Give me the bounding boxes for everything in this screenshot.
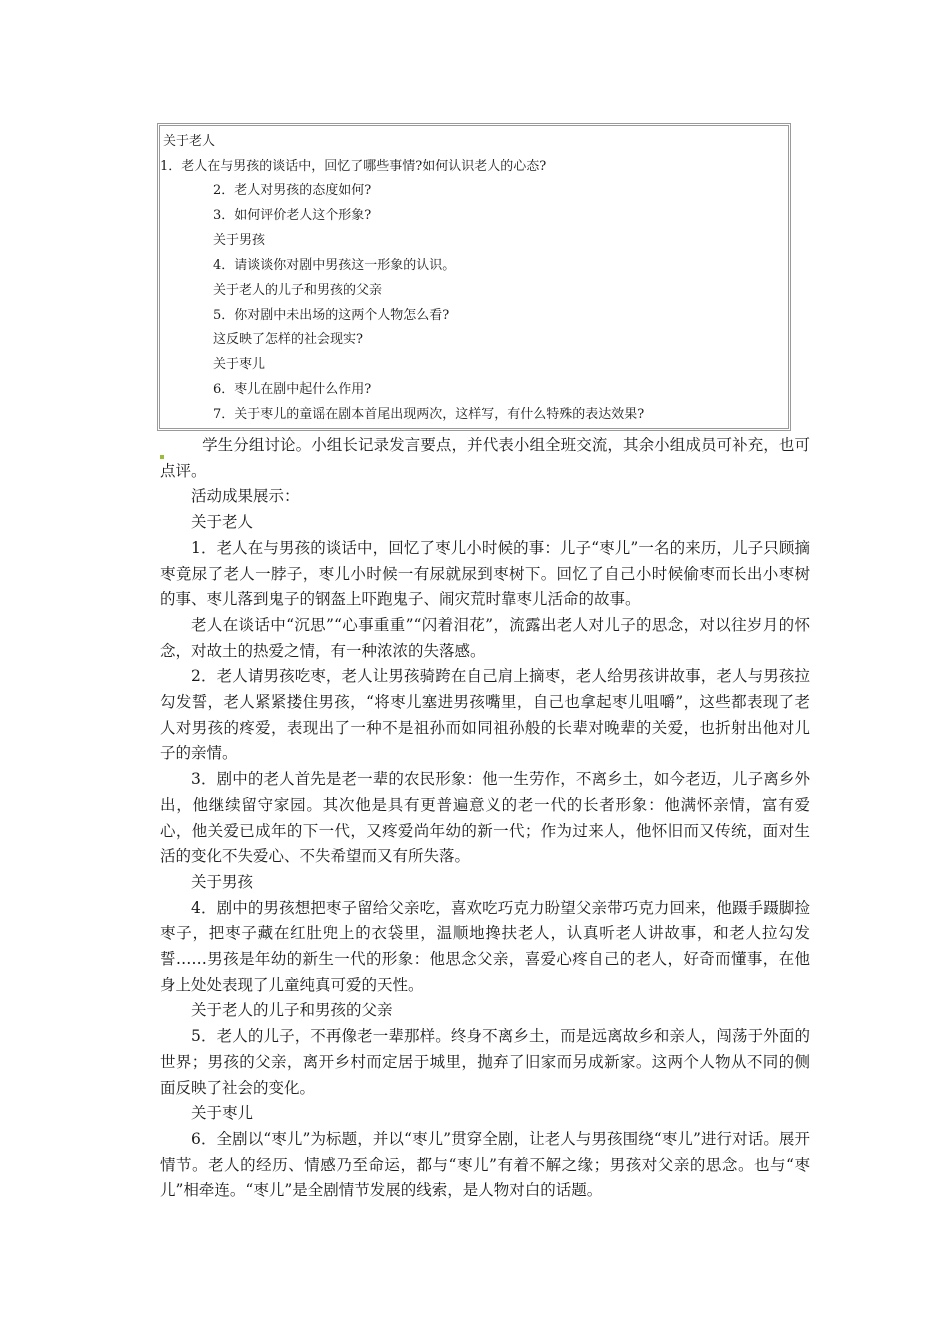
group-discussion-paragraph: 学生分组讨论。小组长记录发言要点，并代表小组全班交流，其余小组成员可补充，也可点评。 xyxy=(160,436,810,480)
section-heading-old-man: 关于老人 xyxy=(191,513,254,532)
question-1: 1．老人在与男孩的谈话中，回忆了哪些事情?如何认识老人的心态? xyxy=(160,159,547,174)
question-heading-son-and-father: 关于老人的儿子和男孩的父亲 xyxy=(213,283,383,298)
question-5-continued: 这反映了怎样的社会现实? xyxy=(213,332,363,347)
answer-1: 1．老人在与男孩的谈话中，回忆了枣儿小时候的事：儿子“枣儿”一名的来历，儿子只顾摘枣竟尿了老人一脖子，枣儿小时候一有尿就尿到枣树下。回忆了自己小时候偷枣而长出小枣树的事、枣儿落到鬼子的钢盔上吓跑鬼子、闹灾荒时靠枣儿活命的故事。 xyxy=(160,538,810,609)
section-heading-zaoer: 关于枣儿 xyxy=(191,1104,254,1123)
answer-1-feelings: 老人在谈话中“沉思”“心事重重”“闪着泪花”，流露出老人对儿子的思念，对以往岁月的怀念，对故土的热爱之情，有一种浓浓的失落感。 xyxy=(160,615,810,660)
answer-5: 5．老人的儿子，不再像老一辈那样。终身不离乡土，而是远离故乡和亲人，闯荡于外面的世界；男孩的父亲，离开乡村而定居于城里，抛弃了旧家而另成新家。这两个人物从不同的侧面反映了社会的变化。 xyxy=(160,1027,810,1097)
answer-4: 4．剧中的男孩想把枣子留给父亲吃，喜欢吃巧克力盼望父亲带巧克力回来，他蹑手蹑脚捡枣子，把枣子藏在红肚兜上的衣袋里，温顺地搀扶老人，认真听老人讲故事，和老人拉勾发誓……男孩是年幼的新生一代的形象：他思念父亲，喜爱心疼自己的老人，好奇而懂事，在他身上处处表现了儿童纯真可爱的天性。 xyxy=(160,898,810,994)
question-7: 7．关于枣儿的童谣在剧本首尾出现两次，这样写，有什么特殊的表达效果? xyxy=(213,407,645,422)
discussion-questions-box xyxy=(157,123,791,431)
answer-6: 6．全剧以“枣儿”为标题，并以“枣儿”贯穿全剧，让老人与男孩围绕“枣儿”进行对话。展开情节。老人的经历、情感乃至命运，都与“枣儿”有着不解之缘；男孩对父亲的思念。也与“枣儿”相牵连。“枣儿”是全剧情节发展的线索，是人物对白的话题。 xyxy=(160,1129,810,1200)
question-heading-zaoer: 关于枣儿 xyxy=(213,357,266,372)
answer-3: 3．剧中的老人首先是老一辈的农民形象：他一生劳作，不离乡土，如今老迈，儿子离乡外出，他继续留守家园。其次他是具有更普遍意义的老一代的长者形象：他满怀亲情，富有爱心，他关爱已成年的下一代，又疼爱尚年幼的新一代；作为过来人，他怀旧而又传统，面对生活的变化不失爱心、不失希望而又有所失落。 xyxy=(160,770,810,866)
question-3: 3．如何评价老人这个形象? xyxy=(213,208,372,223)
question-heading-boy: 关于男孩 xyxy=(213,233,266,248)
question-6: 6．枣儿在剧中起什么作用? xyxy=(213,382,372,397)
activity-results-text xyxy=(160,433,810,1204)
question-2: 2．老人对男孩的态度如何? xyxy=(213,183,372,198)
question-heading-old-man: 关于老人 xyxy=(163,134,216,149)
bullet-mark xyxy=(160,455,164,459)
section-heading-boy: 关于男孩 xyxy=(191,872,254,891)
results-heading: 活动成果展示： xyxy=(191,487,300,506)
answer-2: 2．老人请男孩吃枣，老人让男孩骑跨在自己肩上摘枣，老人给男孩讲故事，老人与男孩拉勾发誓，老人紧紧搂住男孩，“将枣儿塞进男孩嘴里，自己也拿起枣儿咀嚼”，这些都表现了老人对男孩的疼爱，表现出了一种不是祖孙而如同祖孙般的长辈对晚辈的关爱，也折射出他对儿子的亲情。 xyxy=(160,667,810,763)
section-heading-son-and-father: 关于老人的儿子和男孩的父亲 xyxy=(191,1001,393,1020)
question-5: 5．你对剧中未出场的这两个人物怎么看? xyxy=(213,308,450,323)
question-4: 4．请谈谈你对剧中男孩这一形象的认识。 xyxy=(213,258,456,273)
